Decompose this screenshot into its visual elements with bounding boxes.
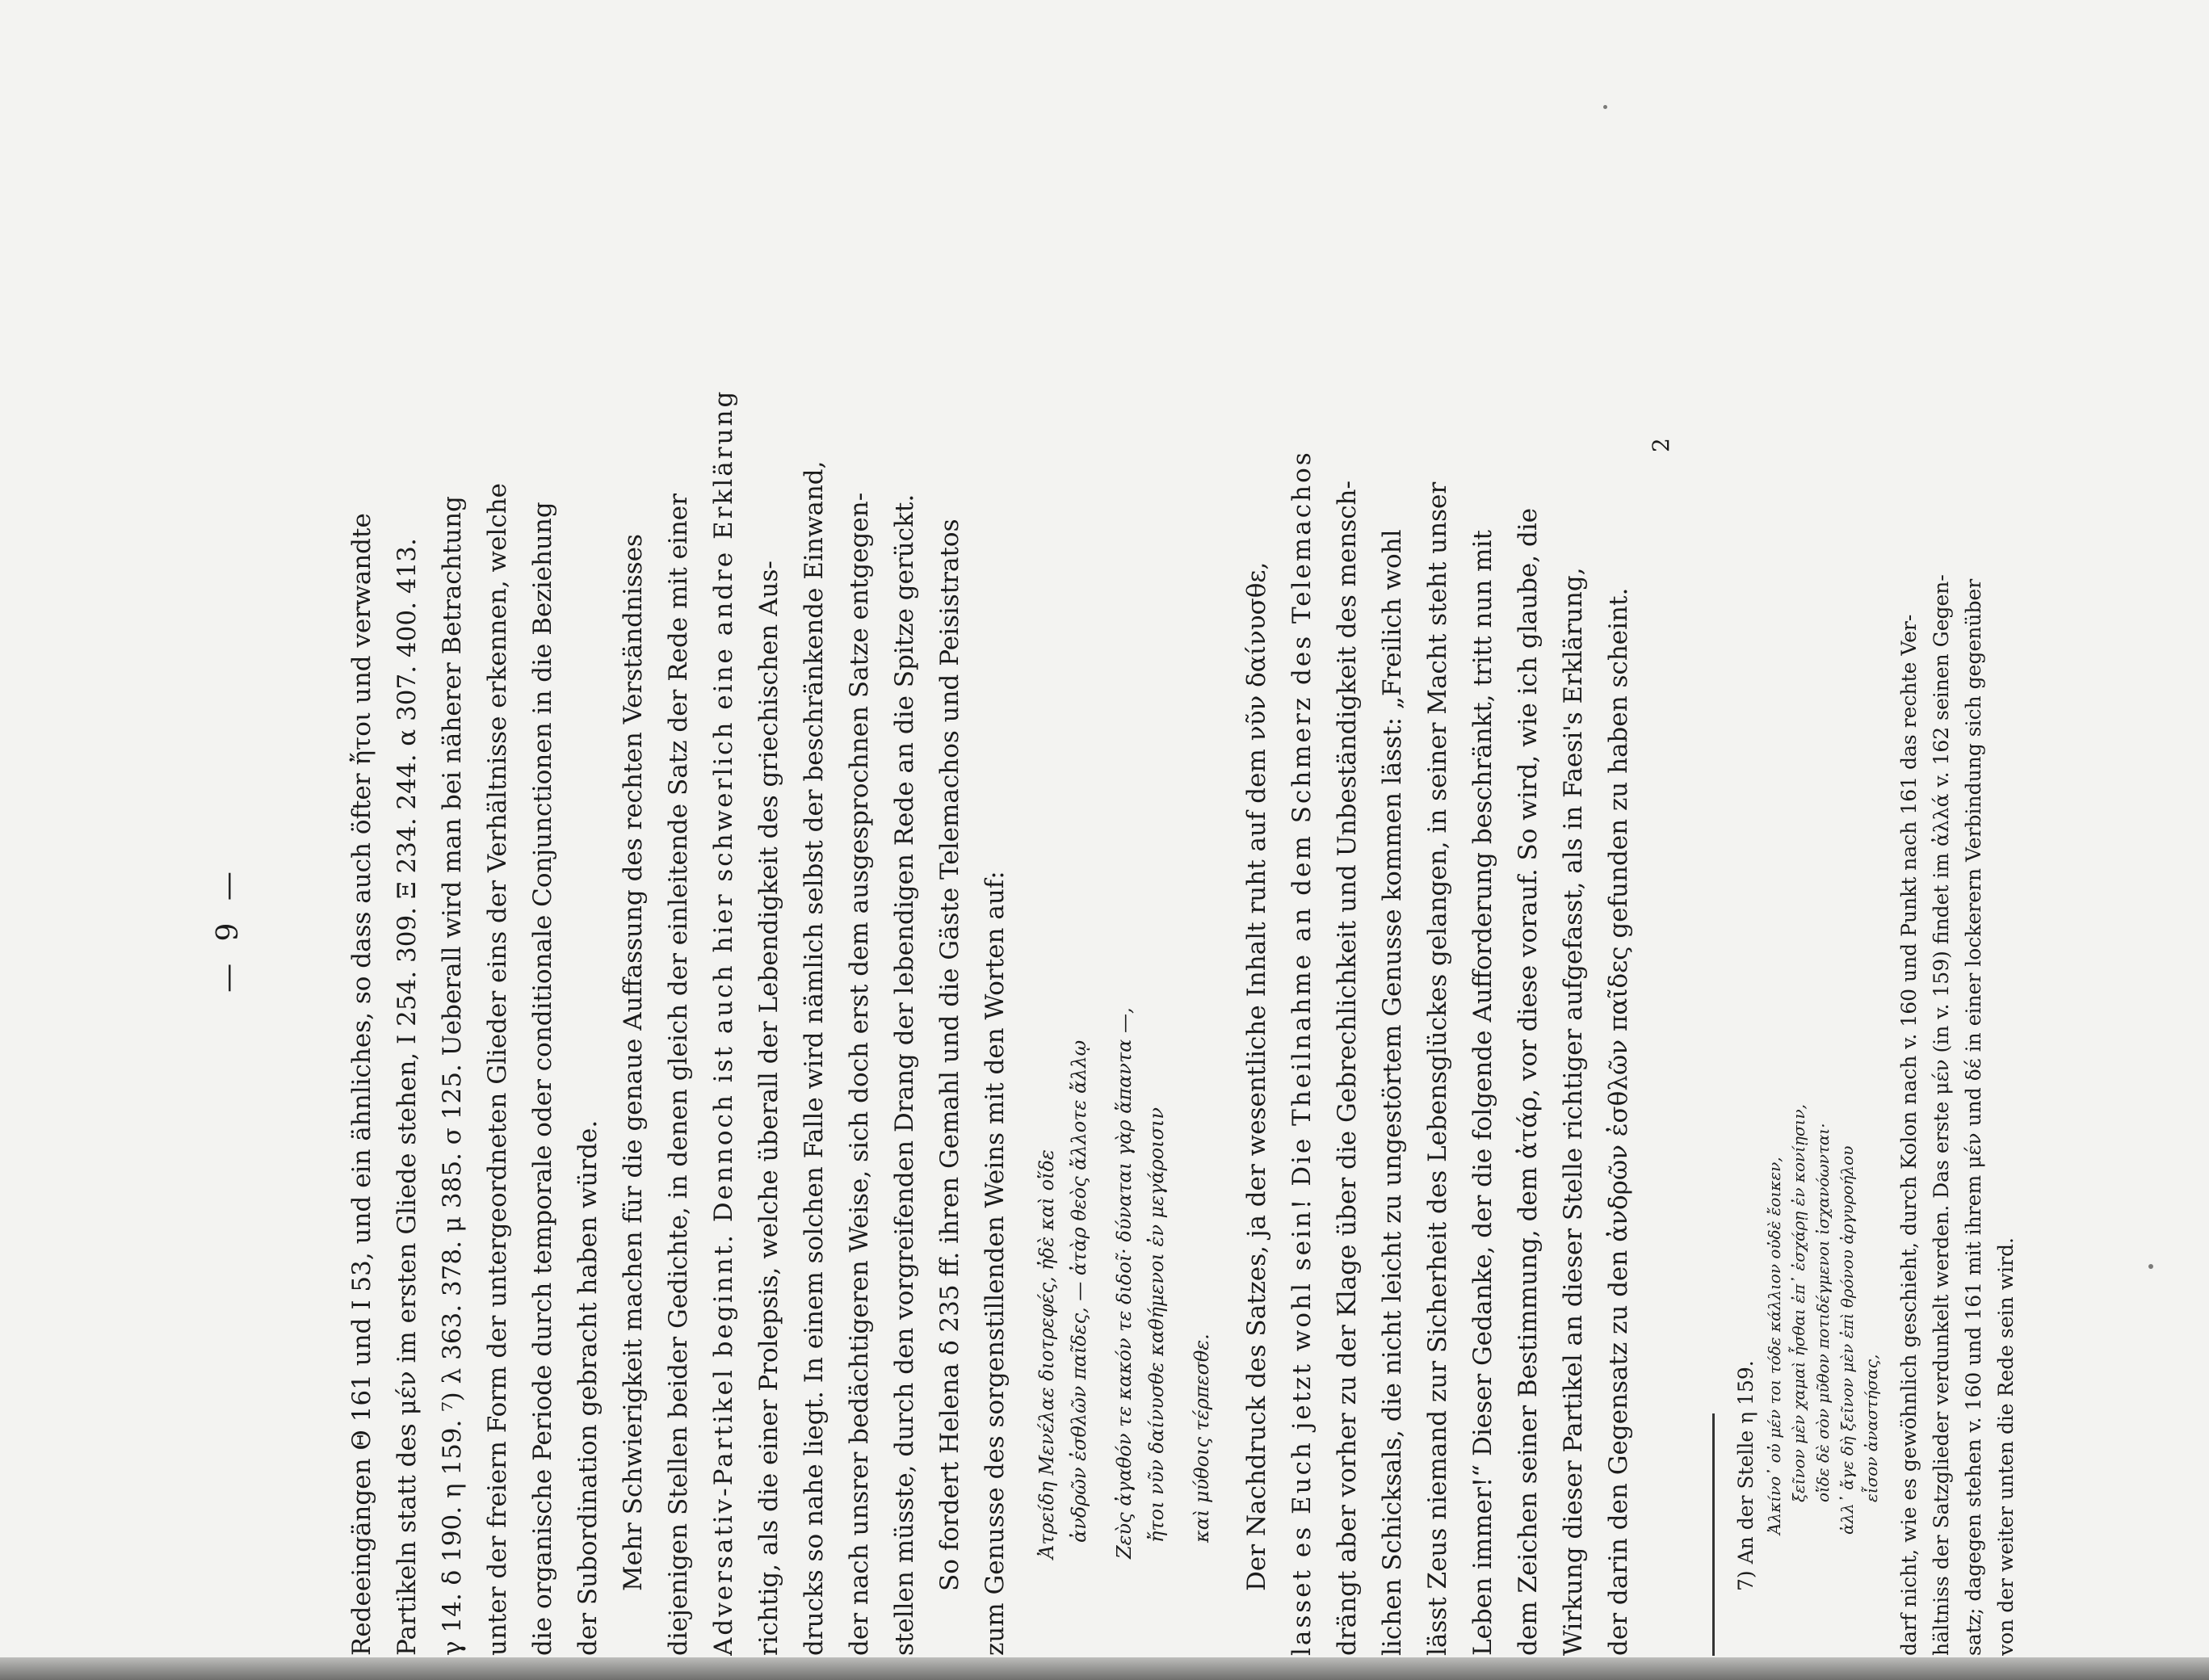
footnote-verse: οἵδε δὲ σὸν μῦθον ποτιδέγμενοι ἰσχανόωνται·	[1813, 1123, 1833, 1502]
scan-edge	[0, 1657, 2209, 1680]
footnote-verse: εἷσον ἀναστήσας,	[1862, 1354, 1881, 1502]
text-line: lässt Zeus niemand zur Sicherheit des Lebensglückes gelangen, in seiner Macht steht unser	[1423, 481, 1452, 1656]
text-line: unter der freiern Form der untergeordneten Glieder eins der Verhältnisse erkennen, welche	[483, 482, 512, 1656]
text-line: So fordert Helena δ 235 ff. ihren Gemahl und die Gäste Telemachos und Peisistratos	[935, 519, 964, 1591]
greek-verse: καὶ μύθοις τέρπεσθε.	[1191, 1334, 1213, 1543]
text-line: Leben immer!“ Dieser Gedanke, der die folgende Aufforderung beschränkt, tritt nun mit	[1468, 530, 1497, 1656]
text-line: diejenigen Stellen beider Gedichte, in denen gleich der einleitende Satz der Rede mit einer	[664, 494, 693, 1656]
text-line: stellen müsste, durch den vorgreifenden Drang der lebendigen Rede an die Spitze gerückt.	[890, 494, 919, 1656]
text-line: zum Genusse des sorgenstillenden Weins mit den Worten auf:	[981, 871, 1010, 1656]
greek-verse: Ζεὺς ἀγαθόν τε κακόν τε διδοῖ· δύναται γὰρ ἅπαντα —,	[1113, 1007, 1136, 1559]
main-text	[339, 218, 1641, 1656]
footnote-line: von der weiter unten die Rede sein wird.	[1994, 1237, 2018, 1656]
text-line: drucks so nahe liegt. In einem solchen Falle wird nämlich selbst der beschränkende Einwand,	[800, 460, 829, 1656]
footnote-verse: ἀλλ᾽ ἄγε δὴ ξεῖνον μὲν ἐπὶ θρόνου ἀργυροήλου	[1837, 1145, 1857, 1535]
dust-speck	[2148, 1264, 2153, 1269]
text-line: der Subordination gebracht haben würde.	[573, 1119, 603, 1656]
footnote-verse: Ἀλκίνο᾽ οὐ μέν τοι τόδε κάλλιον οὐδὲ ἔοικεν,	[1765, 1157, 1784, 1535]
footnote-line: satz; dagegen stehen v. 160 und 161 mit ihrem μέν und δέ in einer lockerern Verbindung sich gegenüber	[1962, 578, 1985, 1656]
text-line: Wirkung dieser Partikel an dieser Stelle richtiger aufgefasst, als in Faesi's Erklärung,	[1559, 567, 1588, 1656]
text-line: Der Nachdruck des Satzes, ja der wesentliche Inhalt ruht auf dem νῦν δαίνυσθε,	[1242, 561, 1271, 1591]
text-line: Redeeingängen Θ 161 und Ι 53, und ein ähnliches, so dass auch öfter ἤτοι und verwandte	[347, 513, 376, 1656]
rotated-text-page	[212, 202, 2209, 1656]
text-line: dem Zeichen seiner Bestimmung, dem ἀτάρ, vor diese vorauf. So wird, wie ich glaube, die	[1514, 507, 1543, 1656]
footnote-intro: 7) An der Stelle η 159.	[1734, 1360, 1758, 1591]
text-line: der nach unsrer bedächtigeren Weise, sich doch erst dem ausgesprochnen Satze entgegen-	[845, 492, 874, 1656]
greek-verse: ἀνδρῶν ἐσθλῶν παῖδες, — ἀτὰρ θεὸς ἄλλοτε ἄλλῳ	[1068, 1040, 1090, 1543]
text-line: die organische Periode durch temporale oder conditionale Conjunctionen in die Beziehung	[528, 502, 557, 1656]
text-line: lichen Schicksals, die nicht leicht zu ungestörtem Genusse kommen lässt: „Freilich wohl	[1378, 529, 1407, 1656]
page-signature: 2	[1648, 438, 1674, 452]
greek-verse: ἤτοι νῦν δαίνυσθε καθήμενοι ἐν μεγάροισιν	[1145, 1107, 1168, 1543]
footnote	[1730, 218, 2022, 1656]
text-line: Adversativ-Partikel beginnt. Dennoch ist auch hier schwerlich eine andre Erklärung	[709, 388, 738, 1656]
greek-verse: Ἀτρείδη Μενέλαε διοτρεφές, ἠδὲ καὶ οἵδε	[1035, 1149, 1058, 1559]
text-line: Mehr Schwierigkeit machen für die genaue Auffassung des rechten Verständnisses	[619, 534, 648, 1591]
text-line: drängt aber vorher zu der Klage über die Gebrechlichkeit und Unbeständigkeit des mensch-	[1333, 480, 1362, 1656]
text-line: der darin den Gegensatz zu den ἀνδρῶν ἐσθλῶν παῖδες gefunden zu haben scheint.	[1604, 587, 1633, 1656]
page-header: — 9 —	[212, 865, 245, 993]
footnote-line: hältniss der Satzglieder verdunkelt werden. Das erste μέν (in v. 159) findet im ἀλλά v. 162 seinen Gegen-	[1930, 574, 1953, 1656]
footnote-rule	[1712, 1413, 1715, 1656]
text-line: richtig, als die einer Prolepsis, welche überall der Lebendigkeit des griechischen Aus-	[754, 561, 783, 1656]
text-line: γ 14. δ 190. η 159. ⁷) λ 363. 378. μ 385. σ 125. Ueberall wird man bei näherer Betrachtung	[438, 496, 467, 1656]
text-line: Partikeln statt des μέν im ersten Gliede stehen, Ι 254. 309. Ξ 234. 244. α 307. 400. 413.	[393, 538, 422, 1656]
dust-speck	[1603, 105, 1607, 109]
text-line: lasset es Euch jetzt wohl sein! Die Theilnahme an dem Schmerz des Telemachos	[1287, 450, 1317, 1656]
footnote-line: darf nicht, wie es gewöhnlich geschieht, durch Kolon nach v. 160 und Punkt nach 161 das rechte Ver-	[1897, 614, 1921, 1656]
footnote-verse: ξεῖνον μὲν χαμαὶ ἧσθαι ἐπ᾽ ἐσχάρῃ ἐν κονίῃσιν,	[1789, 1104, 1808, 1502]
